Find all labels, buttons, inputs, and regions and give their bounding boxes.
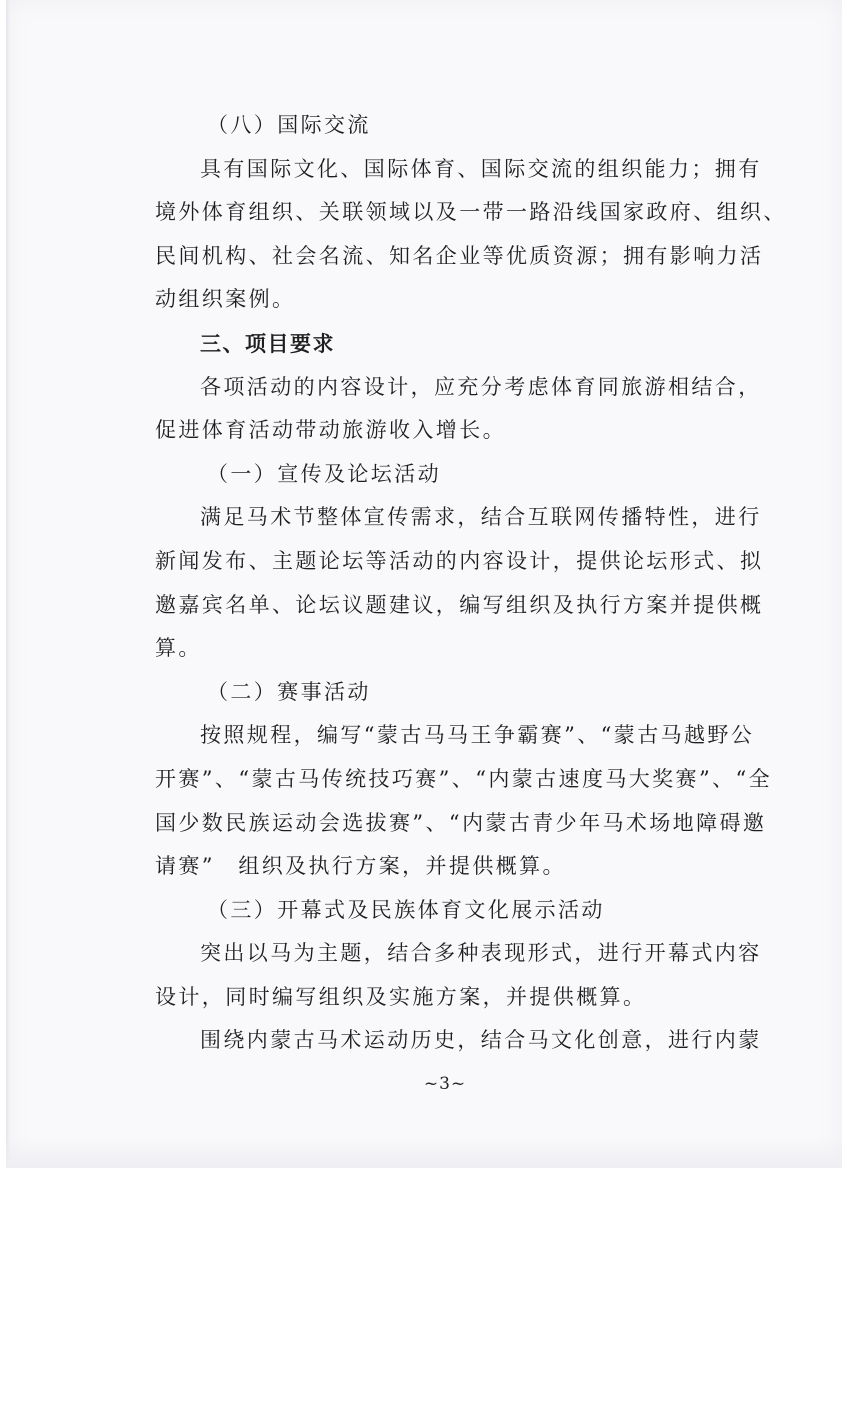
paragraph-line: 满足马术节整体宣传需求，结合互联网传播特性，进行 [200, 505, 762, 530]
document-body [155, 104, 787, 1063]
scan-shadow-left [6, 0, 10, 1168]
section-heading-international-exchange: （八）国际交流 [207, 113, 371, 137]
paragraph-line: 按照规程，编写“蒙古马马王争霸赛”、“蒙古马越野公 [200, 723, 755, 748]
paragraph-line: 突出以马为主题，结合多种表现形式，进行开幕式内容 [200, 941, 762, 966]
scan-shadow-bottom [6, 1136, 842, 1168]
section-heading-project-requirements: 三、项目要求 [200, 330, 335, 356]
paragraph-line: 民间机构、社会名流、知名企业等优质资源；拥有影响力活 [155, 243, 764, 268]
paragraph-line: 境外体育组织、关联领域以及一带一路沿线国家政府、组织、 [155, 200, 787, 225]
paragraph-line: 邀嘉宾名单、论坛议题建议，编写组织及执行方案并提供概 [155, 592, 764, 617]
paragraph-line: 促进体育活动带动旅游收入增长。 [155, 418, 506, 443]
paragraph-line: 具有国际文化、国际体育、国际交流的组织能力；拥有 [200, 156, 762, 181]
paragraph-line: 设计，同时编写组织及实施方案，并提供概算。 [155, 984, 647, 1009]
section-heading-promotion-forum: （一）宣传及论坛活动 [207, 461, 441, 486]
section-heading-competitions: （二）赛事活动 [207, 679, 371, 704]
paragraph-line: 新闻发布、主题论坛等活动的内容设计，提供论坛形式、拟 [155, 548, 764, 573]
page-number: ~3~ [423, 1074, 467, 1094]
paragraph-line: 动组织案例。 [155, 287, 296, 312]
paragraph-line: 请赛” 组织及执行方案，并提供概算。 [155, 854, 566, 879]
paragraph-line: 开赛”、“蒙古马传统技巧赛”、“内蒙古速度马大奖赛”、“全 [155, 766, 773, 791]
paragraph-line: 围绕内蒙古马术运动历史，结合马文化创意，进行内蒙 [200, 1028, 762, 1053]
paragraph-line: 各项活动的内容设计，应充分考虑体育同旅游相结合， [200, 374, 762, 399]
paragraph-line: 国少数民族运动会选拔赛”、“内蒙古青少年马术场地障碍邀 [155, 810, 767, 835]
section-heading-opening-ceremony: （三）开幕式及民族体育文化展示活动 [207, 897, 605, 922]
paragraph-line: 算。 [155, 636, 202, 661]
